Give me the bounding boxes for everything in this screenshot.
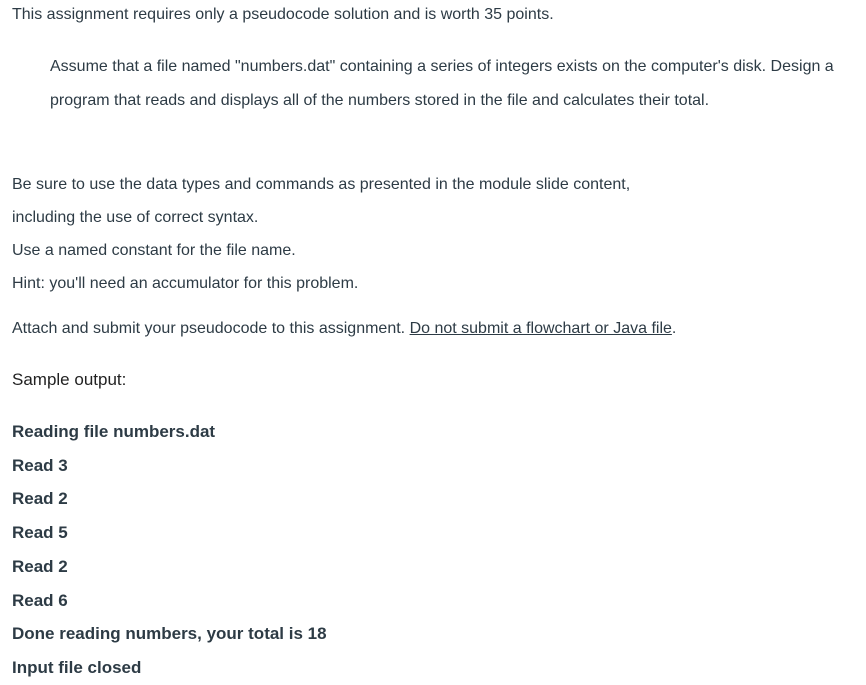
output-line: Read 5 [12,523,68,543]
output-line: Read 6 [12,590,68,610]
instruction-line: Hint: you'll need an accumulator for this problem. [12,275,359,292]
submit-text: Attach and submit your pseudocode to this assignment. [12,320,410,337]
submit-instructions [12,318,676,340]
instruction-line: Use a named constant for the file name. [12,242,296,259]
sample-output [12,415,327,685]
submit-warning: Do not submit a flowchart or Java file [409,320,672,337]
output-line: Read 2 [12,489,68,509]
output-line: Read 2 [12,556,68,576]
sample-output-label: Sample output: [12,370,127,389]
output-line: Read 3 [12,455,68,475]
instruction-line: Be sure to use the data types and commands as presented in the module slide content, [12,176,631,193]
output-line: Done reading numbers, your total is 18 [12,624,327,644]
intro-text: This assignment requires only a pseudocode solution and is worth 35 points. [12,6,554,23]
instructions-block [12,168,630,300]
output-line: Reading file numbers.dat [12,422,216,441]
instruction-line: including the use of correct syntax. [12,209,259,226]
problem-statement: Assume that a file named "numbers.dat" containing a series of integers exists on the computer's disk. Design a program that reads and displays all of the numbers stored in the file and calculates their total. [50,58,834,109]
submit-end: . [671,320,677,337]
output-line: Input file closed [12,657,142,677]
